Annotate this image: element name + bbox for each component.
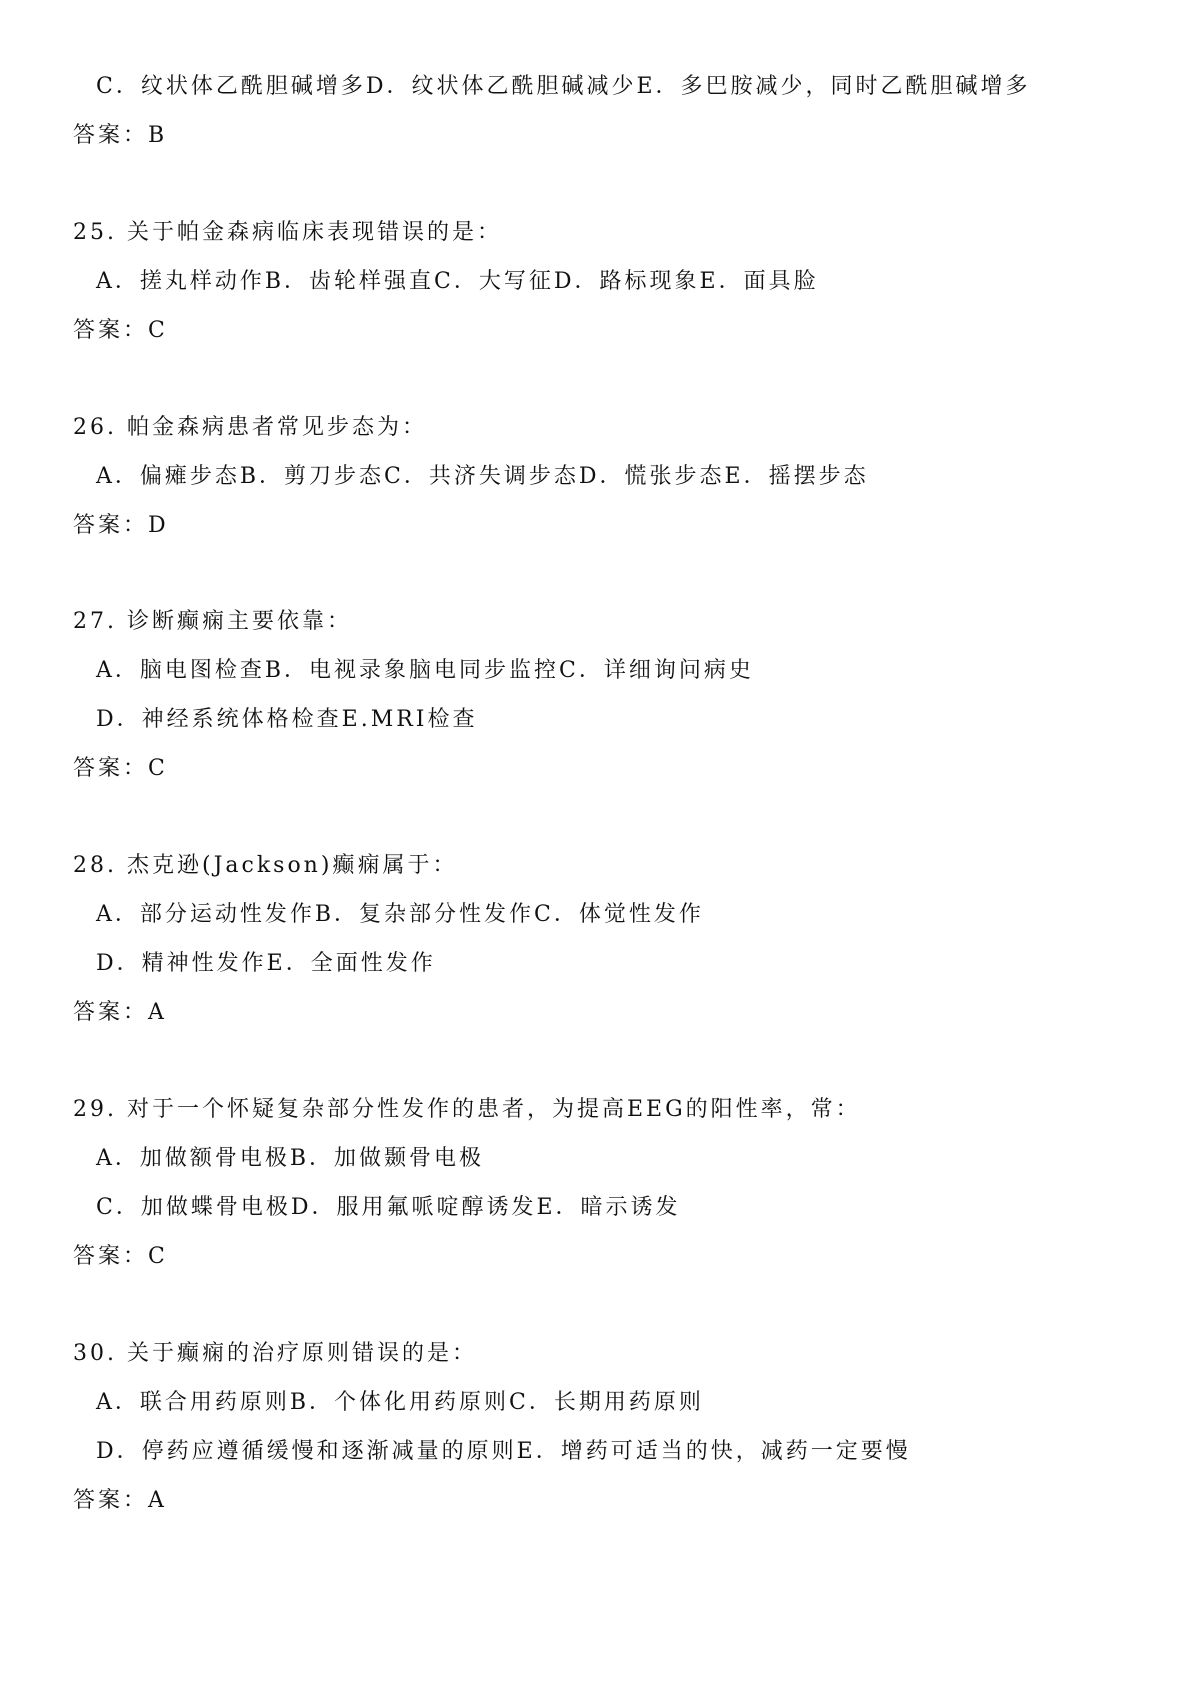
- question-26: 26. 帕金森病患者常见步态为：: [73, 415, 427, 440]
- answer-line: 答案：A: [73, 1488, 167, 1513]
- question-29: 29. 对于一个怀疑复杂部分性发作的患者，为提高EEG的阳性率，常：: [73, 1097, 861, 1122]
- question-30: 30. 关于癫痫的治疗原则错误的是：: [73, 1341, 477, 1366]
- option-line: D．神经系统体格检查E.MRI检查: [96, 707, 478, 732]
- answer-line: 答案：B: [73, 123, 168, 148]
- option-line: D．停药应遵循缓慢和逐渐减量的原则E．增药可适当的快，减药一定要慢: [96, 1439, 911, 1464]
- answer-line: 答案：D: [73, 513, 169, 538]
- option-line: C．纹状体乙酰胆碱增多D．纹状体乙酰胆碱减少E．多巴胺减少，同时乙酰胆碱增多: [96, 74, 1031, 99]
- option-line: A．部分运动性发作B．复杂部分性发作C．体觉性发作: [96, 902, 704, 927]
- question-25: 25. 关于帕金森病临床表现错误的是：: [73, 220, 502, 245]
- answer-line: 答案：C: [73, 318, 168, 343]
- option-line: A．脑电图检查B．电视录象脑电同步监控C．详细询问病史: [96, 658, 754, 683]
- answer-line: 答案：C: [73, 1244, 168, 1269]
- question-28: 28. 杰克逊(Jackson)癫痫属于：: [73, 853, 458, 878]
- answer-line: 答案：A: [73, 1000, 167, 1025]
- option-line: A．偏瘫步态B．剪刀步态C．共济失调步态D．慌张步态E．摇摆步态: [96, 464, 869, 489]
- answer-line: 答案：C: [73, 756, 168, 781]
- option-line: D．精神性发作E．全面性发作: [96, 951, 436, 976]
- question-27: 27. 诊断癫痫主要依靠：: [73, 609, 352, 634]
- option-line: C．加做蝶骨电极D．服用氟哌啶醇诱发E．暗示诱发: [96, 1195, 681, 1220]
- option-line: A．联合用药原则B．个体化用药原则C．长期用药原则: [96, 1390, 704, 1415]
- option-line: A．加做额骨电极B．加做颞骨电极: [96, 1146, 485, 1171]
- option-line: A．搓丸样动作B．齿轮样强直C．大写征D．路标现象E．面具脸: [96, 269, 819, 294]
